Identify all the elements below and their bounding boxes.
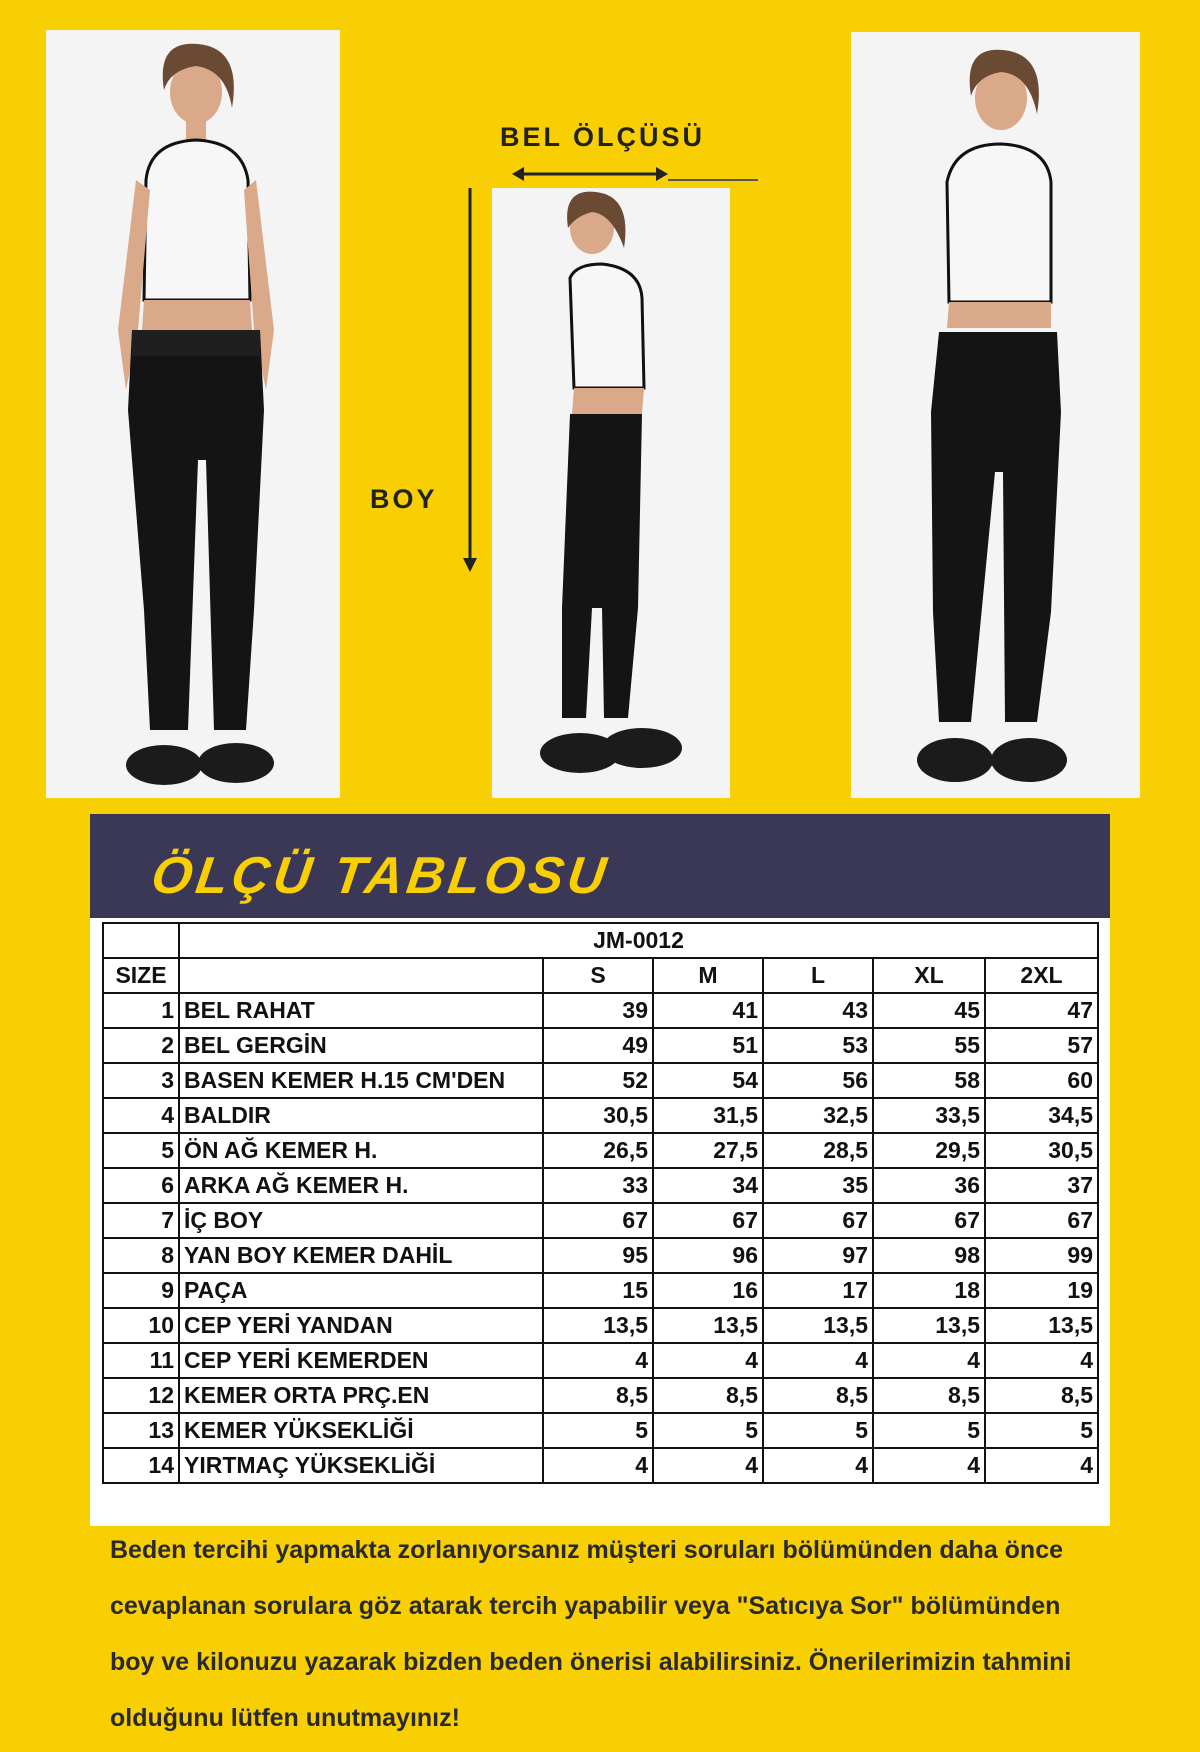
measurement-value: 53 — [763, 1028, 873, 1063]
size-column-header: M — [653, 958, 763, 993]
measurement-value: 37 — [985, 1168, 1098, 1203]
length-arrow-icon — [458, 188, 482, 572]
row-number: 7 — [103, 1203, 179, 1238]
measurement-value: 33 — [543, 1168, 653, 1203]
measurement-name: CEP YERİ YANDAN — [179, 1308, 543, 1343]
measurement-value: 5 — [873, 1413, 985, 1448]
measurement-value: 96 — [653, 1238, 763, 1273]
row-number: 6 — [103, 1168, 179, 1203]
measurement-name: YIRTMAÇ YÜKSEKLİĞİ — [179, 1448, 543, 1483]
size-table — [102, 922, 1099, 1484]
measurement-value: 34,5 — [985, 1098, 1098, 1133]
measurement-value: 30,5 — [985, 1133, 1098, 1168]
measurement-value: 15 — [543, 1273, 653, 1308]
row-number: 3 — [103, 1063, 179, 1098]
table-row — [103, 1448, 1098, 1483]
measurement-value: 18 — [873, 1273, 985, 1308]
size-column-header: 2XL — [985, 958, 1098, 993]
measurement-value: 5 — [653, 1413, 763, 1448]
measurement-value: 43 — [763, 993, 873, 1028]
row-number: 4 — [103, 1098, 179, 1133]
size-table-body — [103, 923, 1098, 1483]
measurement-value: 8,5 — [873, 1378, 985, 1413]
measurement-value: 13,5 — [763, 1308, 873, 1343]
size-chart-title: ÖLÇÜ TABLOSU — [147, 847, 614, 905]
measurement-value: 32,5 — [763, 1098, 873, 1133]
measurement-value: 28,5 — [763, 1133, 873, 1168]
table-cell-empty — [179, 958, 543, 993]
measurement-value: 4 — [763, 1448, 873, 1483]
row-number: 10 — [103, 1308, 179, 1343]
row-number: 8 — [103, 1238, 179, 1273]
row-number: 2 — [103, 1028, 179, 1063]
measurement-value: 8,5 — [985, 1378, 1098, 1413]
table-row — [103, 1028, 1098, 1063]
table-row — [103, 1168, 1098, 1203]
measurement-name: CEP YERİ KEMERDEN — [179, 1343, 543, 1378]
size-table-container — [90, 918, 1110, 1526]
measurement-value: 4 — [653, 1343, 763, 1378]
table-cell-empty — [103, 923, 179, 958]
measurement-value: 60 — [985, 1063, 1098, 1098]
measurement-value: 17 — [763, 1273, 873, 1308]
table-row — [103, 1098, 1098, 1133]
measurement-value: 19 — [985, 1273, 1098, 1308]
measurement-value: 33,5 — [873, 1098, 985, 1133]
measurement-name: ÖN AĞ KEMER H. — [179, 1133, 543, 1168]
table-row — [103, 993, 1098, 1028]
measurement-name: KEMER ORTA PRÇ.EN — [179, 1378, 543, 1413]
table-row — [103, 1238, 1098, 1273]
row-number: 5 — [103, 1133, 179, 1168]
measurement-value: 34 — [653, 1168, 763, 1203]
product-photo-side — [492, 188, 730, 798]
measurement-value: 8,5 — [653, 1378, 763, 1413]
measurement-name: BEL GERGİN — [179, 1028, 543, 1063]
measurement-value: 49 — [543, 1028, 653, 1063]
measurement-value: 51 — [653, 1028, 763, 1063]
model-side-illustration — [492, 188, 730, 798]
measurement-value: 13,5 — [985, 1308, 1098, 1343]
measurement-value: 8,5 — [543, 1378, 653, 1413]
measurement-name: KEMER YÜKSEKLİĞİ — [179, 1413, 543, 1448]
measurement-value: 16 — [653, 1273, 763, 1308]
measurement-value: 67 — [873, 1203, 985, 1238]
table-row — [103, 1133, 1098, 1168]
measurement-value: 67 — [985, 1203, 1098, 1238]
measurement-value: 13,5 — [543, 1308, 653, 1343]
measurement-value: 36 — [873, 1168, 985, 1203]
measurement-name: YAN BOY KEMER DAHİL — [179, 1238, 543, 1273]
measurement-value: 4 — [763, 1343, 873, 1378]
measurement-value: 5 — [543, 1413, 653, 1448]
row-number: 1 — [103, 993, 179, 1028]
size-column-header: L — [763, 958, 873, 993]
table-row — [103, 1413, 1098, 1448]
row-number: 14 — [103, 1448, 179, 1483]
measurement-value: 8,5 — [763, 1378, 873, 1413]
table-row — [103, 1273, 1098, 1308]
waist-measure-label: BEL ÖLÇÜSÜ — [500, 122, 706, 152]
measurement-value: 54 — [653, 1063, 763, 1098]
measurement-value: 4 — [873, 1448, 985, 1483]
measurement-value: 13,5 — [653, 1308, 763, 1343]
measurement-value: 98 — [873, 1238, 985, 1273]
measurement-value: 4 — [653, 1448, 763, 1483]
measurement-value: 52 — [543, 1063, 653, 1098]
measurement-value: 99 — [985, 1238, 1098, 1273]
measurement-value: 39 — [543, 993, 653, 1028]
size-column-header: XL — [873, 958, 985, 993]
table-row-model — [103, 923, 1098, 958]
measurement-value: 67 — [653, 1203, 763, 1238]
measurement-value: 27,5 — [653, 1133, 763, 1168]
length-measure-label: BOY — [370, 484, 438, 514]
size-header: SIZE — [103, 958, 179, 993]
model-code: JM-0012 — [179, 923, 1098, 958]
measurement-value: 29,5 — [873, 1133, 985, 1168]
measurement-value: 58 — [873, 1063, 985, 1098]
measurement-value: 4 — [543, 1343, 653, 1378]
table-row — [103, 1203, 1098, 1238]
product-photo-front — [46, 30, 340, 798]
measurement-value: 30,5 — [543, 1098, 653, 1133]
measurement-value: 56 — [763, 1063, 873, 1098]
measurement-value: 5 — [985, 1413, 1098, 1448]
measurement-value: 13,5 — [873, 1308, 985, 1343]
measurement-value: 4 — [543, 1448, 653, 1483]
measurement-value: 47 — [985, 993, 1098, 1028]
measurement-value: 31,5 — [653, 1098, 763, 1133]
measurement-value: 97 — [763, 1238, 873, 1273]
measurement-value: 67 — [763, 1203, 873, 1238]
model-angle-illustration — [851, 32, 1140, 798]
table-row — [103, 1378, 1098, 1413]
measurement-value: 41 — [653, 993, 763, 1028]
table-row — [103, 1343, 1098, 1378]
measurement-value: 5 — [763, 1413, 873, 1448]
measurement-name: BASEN KEMER H.15 CM'DEN — [179, 1063, 543, 1098]
measurement-value: 67 — [543, 1203, 653, 1238]
table-row — [103, 1063, 1098, 1098]
measurement-value: 4 — [985, 1448, 1098, 1483]
table-row — [103, 1308, 1098, 1343]
measurement-value: 95 — [543, 1238, 653, 1273]
measurement-name: İÇ BOY — [179, 1203, 543, 1238]
waist-guide-line — [668, 179, 758, 181]
measurement-value: 26,5 — [543, 1133, 653, 1168]
measurement-value: 4 — [873, 1343, 985, 1378]
measurement-name: BALDIR — [179, 1098, 543, 1133]
row-number: 11 — [103, 1343, 179, 1378]
measurement-name: PAÇA — [179, 1273, 543, 1308]
measurement-value: 35 — [763, 1168, 873, 1203]
row-number: 9 — [103, 1273, 179, 1308]
measurement-name: ARKA AĞ KEMER H. — [179, 1168, 543, 1203]
size-chart-header — [90, 814, 1110, 918]
size-column-header: S — [543, 958, 653, 993]
measurement-value: 45 — [873, 993, 985, 1028]
measurement-value: 55 — [873, 1028, 985, 1063]
measurement-value: 57 — [985, 1028, 1098, 1063]
product-photo-angle — [851, 32, 1140, 798]
model-front-illustration — [46, 30, 340, 798]
row-number: 13 — [103, 1413, 179, 1448]
row-number: 12 — [103, 1378, 179, 1413]
table-row-sizes — [103, 958, 1098, 993]
waist-arrow-icon — [512, 162, 668, 186]
size-advice-note: Beden tercihi yapmakta zorlanıyorsanız müşteri soruları bölümünden daha önce cevaplanan sorulara göz atarak tercih yapabilir veya "Satıcıya Sor" bölümünden boy ve kilonuzu yazarak bizden beden önerisi alabilirsiniz. Önerilerimizin tahmini olduğunu lütfen unutmayınız! — [110, 1536, 1072, 1732]
measurement-value: 4 — [985, 1343, 1098, 1378]
measurement-name: BEL RAHAT — [179, 993, 543, 1028]
